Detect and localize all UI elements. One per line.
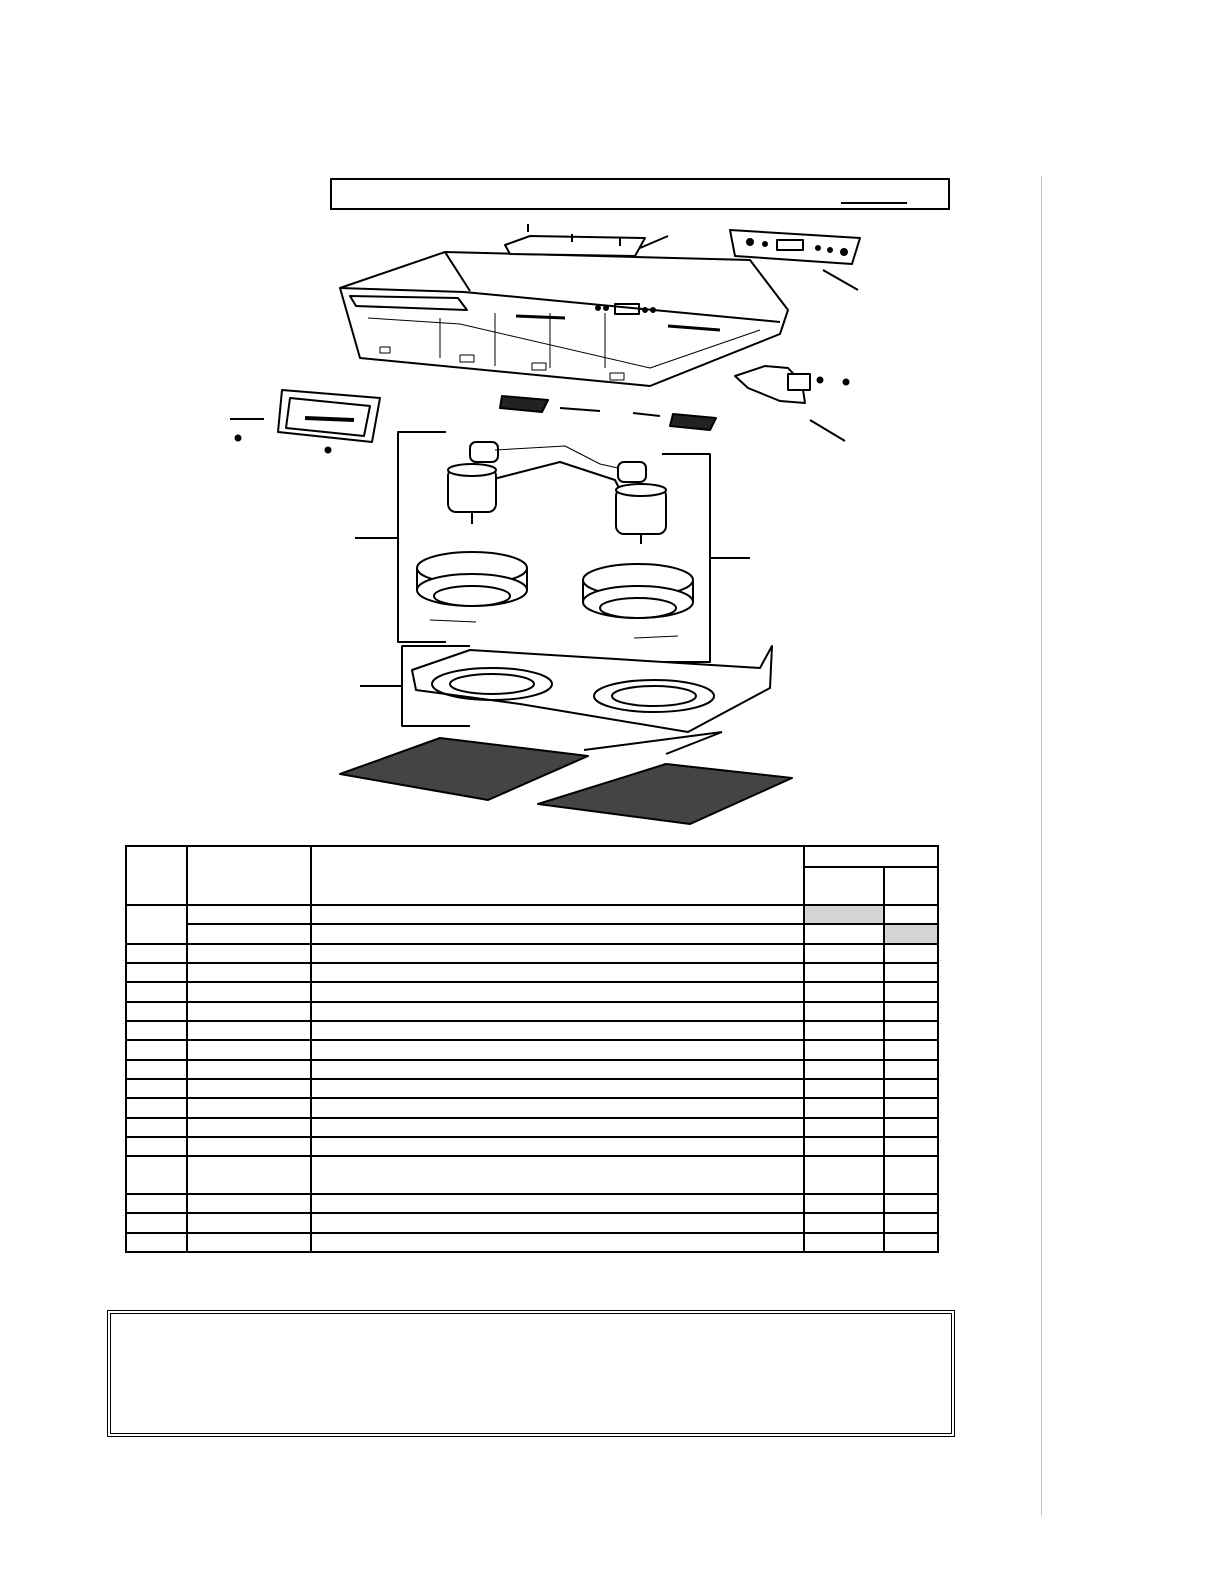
header-cell: [804, 846, 938, 867]
header-cell: [884, 867, 938, 905]
table-cell: [126, 982, 187, 1001]
table-cell: [884, 1021, 938, 1040]
table-row: [126, 1060, 938, 1079]
table-cell: [126, 1213, 187, 1232]
table-cell: [884, 982, 938, 1001]
table-row: [126, 1233, 938, 1252]
table-cell: [311, 982, 804, 1001]
light-bulbs-drawing: [500, 396, 716, 430]
table-row: [126, 944, 938, 963]
table-cell: [804, 924, 884, 943]
table-row: [126, 924, 938, 943]
table-cell: [311, 1194, 804, 1213]
table-cell: [126, 1040, 187, 1059]
table-cell: [311, 963, 804, 982]
table-cell: [884, 905, 938, 924]
table-row: [126, 1137, 938, 1156]
table-cell: [126, 1079, 187, 1098]
table-cell: [804, 1060, 884, 1079]
table-cell: [884, 963, 938, 982]
table-cell: [187, 1040, 311, 1059]
table-cell: [187, 963, 311, 982]
table-row: [126, 905, 938, 924]
table-cell: [311, 1233, 804, 1252]
motor-assembly-bracket-drawing: [355, 432, 750, 662]
hood-body-drawing: [340, 252, 788, 386]
table-cell: [187, 1079, 311, 1098]
table-cell: [126, 1137, 187, 1156]
table-cell: [311, 1002, 804, 1021]
table-cell: [187, 1213, 311, 1232]
table-cell: [804, 1156, 884, 1194]
table-cell: [884, 1194, 938, 1213]
table-cell: [884, 924, 938, 943]
exploded-parts-diagram: [220, 218, 900, 833]
table-row: [126, 1213, 938, 1232]
table-cell: [884, 1002, 938, 1021]
table-cell: [187, 1098, 311, 1117]
table-cell: [311, 924, 804, 943]
table-cell: [187, 905, 311, 924]
table-cell: [884, 1079, 938, 1098]
table-row: [126, 1118, 938, 1137]
table-cell: [311, 1040, 804, 1059]
table-cell: [884, 1213, 938, 1232]
table-cell: [311, 1098, 804, 1117]
header-cell: [804, 867, 884, 905]
table-cell: [884, 1098, 938, 1117]
table-cell: [804, 1040, 884, 1059]
table-cell: [187, 982, 311, 1001]
table-cell: [126, 1194, 187, 1213]
duct-plate-drawing: [505, 224, 668, 256]
table-cell: [884, 1040, 938, 1059]
table-row: [126, 1040, 938, 1059]
table-row: [126, 1079, 938, 1098]
table-cell: [311, 1213, 804, 1232]
table-cell: [311, 1118, 804, 1137]
title-bar: [330, 178, 950, 210]
table-cell: [884, 1060, 938, 1079]
table-row: [126, 963, 938, 982]
table-cell: [126, 1233, 187, 1252]
table-cell: [884, 1233, 938, 1252]
header-cell: [126, 846, 187, 905]
table-row: [126, 1021, 938, 1040]
table-cell: [187, 924, 311, 943]
table-cell: [804, 944, 884, 963]
table-cell: [126, 905, 187, 944]
table-cell: [311, 1021, 804, 1040]
table-cell: [187, 944, 311, 963]
table-cell: [804, 1194, 884, 1213]
table-cell: [126, 963, 187, 982]
table-cell: [804, 905, 884, 924]
table-row: [126, 982, 938, 1001]
table-cell: [187, 1156, 311, 1194]
table-cell: [187, 1021, 311, 1040]
table-row: [126, 1002, 938, 1021]
table-row: [126, 1156, 938, 1194]
wiring-harness-drawing: [735, 366, 849, 441]
table-cell: [311, 944, 804, 963]
light-housing-drawing: [230, 390, 380, 453]
table-cell: [804, 1079, 884, 1098]
header-cell: [187, 846, 311, 905]
table-cell: [187, 1233, 311, 1252]
header-cell: [311, 846, 804, 905]
note-box: [107, 1310, 955, 1437]
table-cell: [804, 1118, 884, 1137]
table-cell: [126, 1156, 187, 1194]
table-cell: [884, 1156, 938, 1194]
motors-drawing: [448, 442, 666, 544]
table-cell: [804, 1233, 884, 1252]
table-cell: [126, 944, 187, 963]
table-row: [126, 1194, 938, 1213]
blower-wheels-drawing: [417, 552, 693, 638]
parts-table: [125, 845, 939, 1253]
table-cell: [126, 1098, 187, 1117]
table-cell: [126, 1060, 187, 1079]
table-cell: [187, 1060, 311, 1079]
table-cell: [884, 944, 938, 963]
table-cell: [187, 1137, 311, 1156]
table-cell: [126, 1002, 187, 1021]
table-cell: [187, 1002, 311, 1021]
table-cell: [187, 1194, 311, 1213]
table-cell: [804, 982, 884, 1001]
table-cell: [126, 1021, 187, 1040]
table-cell: [804, 1021, 884, 1040]
table-cell: [804, 963, 884, 982]
table-cell: [311, 1137, 804, 1156]
table-cell: [311, 1156, 804, 1194]
grease-filters-drawing: [340, 732, 792, 824]
table-header-row: [126, 846, 938, 867]
table-cell: [884, 1137, 938, 1156]
table-cell: [311, 905, 804, 924]
table-cell: [311, 1079, 804, 1098]
table-cell: [804, 1002, 884, 1021]
table-cell: [884, 1118, 938, 1137]
right-margin-rule: [1041, 176, 1042, 1516]
table-cell: [804, 1213, 884, 1232]
model-underline: [841, 202, 907, 204]
table-cell: [126, 1118, 187, 1137]
table-cell: [311, 1060, 804, 1079]
table-cell: [804, 1098, 884, 1117]
table-cell: [187, 1118, 311, 1137]
table-cell: [804, 1137, 884, 1156]
table-row: [126, 1098, 938, 1117]
